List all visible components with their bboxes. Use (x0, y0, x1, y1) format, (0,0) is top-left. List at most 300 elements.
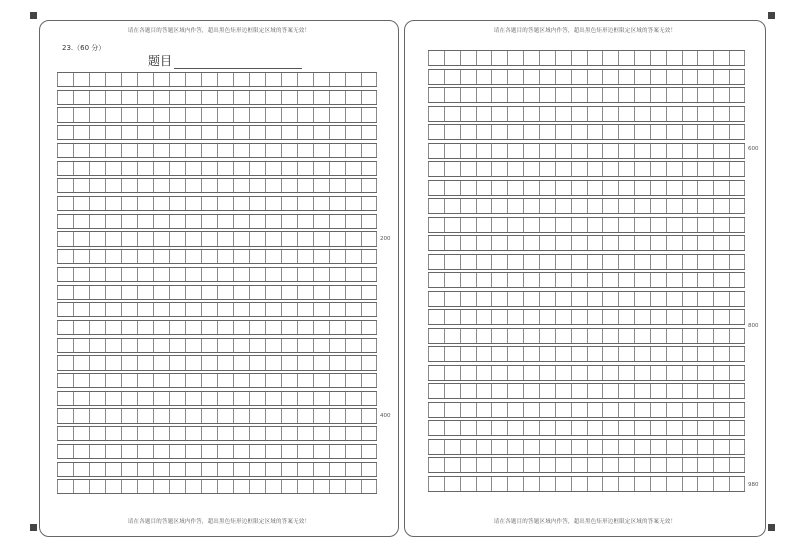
grid-cell[interactable] (539, 181, 540, 195)
grid-cell[interactable] (89, 303, 90, 316)
grid-cell[interactable] (57, 356, 58, 369)
grid-cell[interactable] (587, 70, 588, 84)
grid-cell[interactable] (444, 236, 445, 250)
grid-cell[interactable] (185, 232, 186, 245)
grid-cell[interactable] (697, 88, 698, 102)
grid-cell[interactable] (476, 88, 477, 102)
grid-cell[interactable] (153, 162, 154, 175)
grid-cell[interactable] (666, 70, 667, 84)
grid-cell[interactable] (602, 144, 603, 158)
grid-cell[interactable] (539, 347, 540, 361)
grid-cell[interactable] (201, 232, 202, 245)
grid-cell[interactable] (313, 179, 314, 192)
grid-cell[interactable] (666, 88, 667, 102)
grid-cell[interactable] (428, 236, 429, 250)
grid-cell[interactable] (217, 392, 218, 405)
grid-cell[interactable] (507, 384, 508, 398)
grid-cell[interactable] (666, 477, 667, 491)
grid-cell[interactable] (105, 303, 106, 316)
grid-cell[interactable] (682, 70, 683, 84)
grid-cell[interactable] (89, 374, 90, 387)
grid-cell[interactable] (297, 162, 298, 175)
grid-cell[interactable] (460, 162, 461, 176)
grid-cell[interactable] (697, 70, 698, 84)
grid-cell[interactable] (507, 236, 508, 250)
grid-cell[interactable] (682, 51, 683, 65)
grid-cell[interactable] (329, 250, 330, 263)
grid-cell[interactable] (507, 329, 508, 343)
grid-cell[interactable] (650, 88, 651, 102)
grid-cell[interactable] (618, 403, 619, 417)
grid-cell[interactable] (697, 255, 698, 269)
grid-cell[interactable] (249, 215, 250, 228)
grid-cell[interactable] (329, 215, 330, 228)
grid-cell[interactable] (89, 197, 90, 210)
grid-cell[interactable] (555, 162, 556, 176)
grid-cell[interactable] (650, 51, 651, 65)
grid-cell[interactable] (281, 179, 282, 192)
grid-cell[interactable] (697, 199, 698, 213)
grid-cell[interactable] (201, 91, 202, 104)
grid-cell[interactable] (57, 286, 58, 299)
grid-cell[interactable] (73, 250, 74, 263)
grid-cell[interactable] (729, 347, 730, 361)
grid-cell[interactable] (697, 218, 698, 232)
grid-cell[interactable] (729, 255, 730, 269)
grid-cell[interactable] (618, 310, 619, 324)
grid-cell[interactable] (153, 73, 154, 86)
grid-cell[interactable] (666, 236, 667, 250)
grid-cell[interactable] (217, 303, 218, 316)
grid-cell[interactable] (491, 384, 492, 398)
grid-cell[interactable] (666, 366, 667, 380)
grid-cell[interactable] (571, 421, 572, 435)
grid-cell[interactable] (73, 480, 74, 493)
grid-cell[interactable] (713, 51, 714, 65)
grid-cell[interactable] (602, 162, 603, 176)
grid-cell[interactable] (185, 126, 186, 139)
grid-cell[interactable] (618, 292, 619, 306)
grid-cell[interactable] (444, 477, 445, 491)
grid-cell[interactable] (602, 107, 603, 121)
grid-cell[interactable] (713, 310, 714, 324)
grid-cell[interactable] (428, 255, 429, 269)
grid-cell[interactable] (587, 144, 588, 158)
grid-cell[interactable] (523, 144, 524, 158)
grid-cell[interactable] (476, 310, 477, 324)
grid-cell[interactable] (460, 218, 461, 232)
grid-cell[interactable] (313, 339, 314, 352)
grid-cell[interactable] (460, 458, 461, 472)
grid-cell[interactable] (555, 292, 556, 306)
grid-cell[interactable] (57, 303, 58, 316)
grid-cell[interactable] (345, 162, 346, 175)
grid-cell[interactable] (185, 268, 186, 281)
grid-cell[interactable] (697, 403, 698, 417)
grid-cell[interactable] (587, 458, 588, 472)
grid-cell[interactable] (713, 273, 714, 287)
essay-title-underline[interactable] (174, 58, 302, 69)
grid-cell[interactable] (73, 179, 74, 192)
grid-cell[interactable] (444, 292, 445, 306)
grid-cell[interactable] (444, 218, 445, 232)
grid-cell[interactable] (153, 303, 154, 316)
grid-cell[interactable] (682, 458, 683, 472)
grid-cell[interactable] (297, 463, 298, 476)
grid-cell[interactable] (460, 70, 461, 84)
grid-cell[interactable] (618, 162, 619, 176)
grid-cell[interactable] (539, 88, 540, 102)
grid-cell[interactable] (233, 409, 234, 422)
grid-cell[interactable] (682, 292, 683, 306)
grid-cell[interactable] (153, 197, 154, 210)
grid-cell[interactable] (523, 107, 524, 121)
grid-cell[interactable] (650, 458, 651, 472)
grid-cell[interactable] (169, 480, 170, 493)
grid-cell[interactable] (217, 108, 218, 121)
grid-cell[interactable] (682, 144, 683, 158)
grid-cell[interactable] (73, 463, 74, 476)
grid-cell[interactable] (73, 268, 74, 281)
grid-cell[interactable] (666, 421, 667, 435)
grid-cell[interactable] (697, 366, 698, 380)
grid-cell[interactable] (137, 463, 138, 476)
grid-cell[interactable] (587, 292, 588, 306)
grid-cell[interactable] (153, 126, 154, 139)
grid-cell[interactable] (713, 88, 714, 102)
grid-cell[interactable] (121, 268, 122, 281)
grid-cell[interactable] (650, 292, 651, 306)
grid-cell[interactable] (491, 273, 492, 287)
grid-cell[interactable] (491, 403, 492, 417)
grid-cell[interactable] (185, 108, 186, 121)
grid-cell[interactable] (105, 144, 106, 157)
grid-cell[interactable] (345, 339, 346, 352)
grid-cell[interactable] (491, 477, 492, 491)
grid-cell[interactable] (729, 88, 730, 102)
grid-cell[interactable] (666, 347, 667, 361)
grid-cell[interactable] (281, 427, 282, 440)
grid-cell[interactable] (618, 347, 619, 361)
grid-cell[interactable] (428, 366, 429, 380)
grid-cell[interactable] (650, 403, 651, 417)
grid-cell[interactable] (587, 255, 588, 269)
grid-cell[interactable] (697, 107, 698, 121)
grid-cell[interactable] (618, 458, 619, 472)
grid-cell[interactable] (444, 70, 445, 84)
grid-cell[interactable] (217, 162, 218, 175)
grid-cell[interactable] (137, 108, 138, 121)
grid-cell[interactable] (105, 286, 106, 299)
grid-cell[interactable] (539, 273, 540, 287)
grid-cell[interactable] (729, 273, 730, 287)
grid-cell[interactable] (523, 458, 524, 472)
grid-cell[interactable] (121, 321, 122, 334)
grid-cell[interactable] (618, 384, 619, 398)
grid-cell[interactable] (329, 409, 330, 422)
grid-cell[interactable] (650, 366, 651, 380)
grid-cell[interactable] (539, 70, 540, 84)
grid-cell[interactable] (571, 292, 572, 306)
grid-cell[interactable] (587, 125, 588, 139)
grid-cell[interactable] (634, 162, 635, 176)
grid-cell[interactable] (523, 70, 524, 84)
grid-cell[interactable] (89, 162, 90, 175)
grid-cell[interactable] (634, 292, 635, 306)
grid-cell[interactable] (587, 162, 588, 176)
grid-cell[interactable] (682, 273, 683, 287)
grid-cell[interactable] (249, 463, 250, 476)
grid-cell[interactable] (729, 236, 730, 250)
grid-cell[interactable] (444, 162, 445, 176)
grid-cell[interactable] (634, 199, 635, 213)
grid-cell[interactable] (539, 292, 540, 306)
grid-cell[interactable] (73, 232, 74, 245)
grid-cell[interactable] (73, 356, 74, 369)
grid-cell[interactable] (729, 70, 730, 84)
grid-cell[interactable] (217, 480, 218, 493)
grid-cell[interactable] (571, 329, 572, 343)
grid-cell[interactable] (539, 384, 540, 398)
grid-cell[interactable] (169, 409, 170, 422)
grid-cell[interactable] (444, 125, 445, 139)
grid-cell[interactable] (57, 197, 58, 210)
grid-cell[interactable] (507, 347, 508, 361)
grid-cell[interactable] (281, 91, 282, 104)
grid-cell[interactable] (121, 392, 122, 405)
grid-cell[interactable] (428, 88, 429, 102)
grid-cell[interactable] (729, 440, 730, 454)
grid-cell[interactable] (233, 339, 234, 352)
grid-cell[interactable] (587, 329, 588, 343)
grid-cell[interactable] (634, 70, 635, 84)
grid-cell[interactable] (57, 445, 58, 458)
grid-cell[interactable] (249, 409, 250, 422)
grid-cell[interactable] (297, 445, 298, 458)
grid-cell[interactable] (345, 91, 346, 104)
grid-cell[interactable] (428, 51, 429, 65)
grid-cell[interactable] (297, 144, 298, 157)
grid-cell[interactable] (89, 463, 90, 476)
grid-cell[interactable] (460, 384, 461, 398)
grid-cell[interactable] (185, 321, 186, 334)
grid-cell[interactable] (329, 179, 330, 192)
grid-cell[interactable] (201, 427, 202, 440)
grid-cell[interactable] (249, 108, 250, 121)
grid-cell[interactable] (634, 366, 635, 380)
grid-cell[interactable] (233, 108, 234, 121)
grid-cell[interactable] (329, 286, 330, 299)
grid-cell[interactable] (169, 374, 170, 387)
grid-cell[interactable] (169, 179, 170, 192)
grid-cell[interactable] (153, 427, 154, 440)
grid-cell[interactable] (491, 125, 492, 139)
grid-cell[interactable] (105, 392, 106, 405)
grid-cell[interactable] (666, 384, 667, 398)
grid-cell[interactable] (329, 91, 330, 104)
grid-cell[interactable] (329, 197, 330, 210)
grid-cell[interactable] (345, 356, 346, 369)
grid-cell[interactable] (476, 51, 477, 65)
grid-cell[interactable] (105, 250, 106, 263)
grid-cell[interactable] (329, 73, 330, 86)
grid-cell[interactable] (361, 126, 362, 139)
grid-cell[interactable] (297, 374, 298, 387)
grid-cell[interactable] (329, 126, 330, 139)
grid-cell[interactable] (491, 88, 492, 102)
grid-cell[interactable] (153, 215, 154, 228)
grid-cell[interactable] (539, 107, 540, 121)
grid-cell[interactable] (265, 409, 266, 422)
grid-cell[interactable] (602, 218, 603, 232)
grid-cell[interactable] (491, 255, 492, 269)
grid-cell[interactable] (539, 421, 540, 435)
grid-cell[interactable] (329, 303, 330, 316)
grid-cell[interactable] (233, 268, 234, 281)
grid-cell[interactable] (428, 70, 429, 84)
grid-cell[interactable] (249, 374, 250, 387)
grid-cell[interactable] (618, 51, 619, 65)
grid-cell[interactable] (539, 366, 540, 380)
grid-cell[interactable] (185, 144, 186, 157)
grid-cell[interactable] (444, 51, 445, 65)
grid-cell[interactable] (729, 403, 730, 417)
grid-cell[interactable] (169, 250, 170, 263)
grid-cell[interactable] (555, 347, 556, 361)
grid-cell[interactable] (618, 70, 619, 84)
grid-cell[interactable] (105, 321, 106, 334)
grid-cell[interactable] (217, 409, 218, 422)
grid-cell[interactable] (476, 199, 477, 213)
grid-cell[interactable] (153, 144, 154, 157)
grid-cell[interactable] (682, 310, 683, 324)
grid-cell[interactable] (217, 321, 218, 334)
grid-cell[interactable] (297, 321, 298, 334)
grid-cell[interactable] (713, 347, 714, 361)
grid-cell[interactable] (602, 236, 603, 250)
grid-cell[interactable] (137, 374, 138, 387)
grid-cell[interactable] (361, 445, 362, 458)
grid-cell[interactable] (507, 403, 508, 417)
grid-cell[interactable] (89, 321, 90, 334)
grid-cell[interactable] (650, 255, 651, 269)
grid-cell[interactable] (555, 255, 556, 269)
grid-cell[interactable] (329, 108, 330, 121)
grid-cell[interactable] (523, 421, 524, 435)
grid-cell[interactable] (329, 427, 330, 440)
grid-cell[interactable] (313, 126, 314, 139)
grid-cell[interactable] (281, 126, 282, 139)
grid-cell[interactable] (713, 366, 714, 380)
grid-cell[interactable] (476, 218, 477, 232)
grid-cell[interactable] (249, 144, 250, 157)
grid-cell[interactable] (555, 458, 556, 472)
grid-cell[interactable] (265, 268, 266, 281)
grid-cell[interactable] (713, 477, 714, 491)
grid-cell[interactable] (185, 250, 186, 263)
grid-cell[interactable] (602, 477, 603, 491)
grid-cell[interactable] (73, 144, 74, 157)
grid-cell[interactable] (650, 144, 651, 158)
grid-cell[interactable] (233, 356, 234, 369)
grid-cell[interactable] (428, 107, 429, 121)
grid-cell[interactable] (313, 374, 314, 387)
grid-cell[interactable] (121, 427, 122, 440)
grid-cell[interactable] (571, 199, 572, 213)
grid-cell[interactable] (555, 366, 556, 380)
grid-cell[interactable] (507, 477, 508, 491)
grid-cell[interactable] (169, 197, 170, 210)
grid-cell[interactable] (361, 268, 362, 281)
grid-cell[interactable] (697, 125, 698, 139)
grid-cell[interactable] (137, 303, 138, 316)
grid-cell[interactable] (169, 268, 170, 281)
grid-cell[interactable] (460, 88, 461, 102)
grid-cell[interactable] (169, 73, 170, 86)
grid-cell[interactable] (571, 384, 572, 398)
grid-cell[interactable] (89, 268, 90, 281)
grid-cell[interactable] (539, 403, 540, 417)
grid-cell[interactable] (121, 126, 122, 139)
grid-cell[interactable] (153, 108, 154, 121)
grid-cell[interactable] (729, 421, 730, 435)
grid-cell[interactable] (428, 292, 429, 306)
grid-cell[interactable] (634, 458, 635, 472)
grid-cell[interactable] (217, 463, 218, 476)
grid-cell[interactable] (89, 356, 90, 369)
grid-cell[interactable] (634, 403, 635, 417)
grid-cell[interactable] (507, 366, 508, 380)
grid-cell[interactable] (539, 329, 540, 343)
grid-cell[interactable] (265, 232, 266, 245)
grid-cell[interactable] (153, 463, 154, 476)
grid-cell[interactable] (329, 232, 330, 245)
grid-cell[interactable] (169, 303, 170, 316)
grid-cell[interactable] (697, 51, 698, 65)
grid-cell[interactable] (507, 88, 508, 102)
grid-cell[interactable] (650, 162, 651, 176)
grid-cell[interactable] (281, 215, 282, 228)
grid-cell[interactable] (587, 273, 588, 287)
grid-cell[interactable] (634, 477, 635, 491)
grid-cell[interactable] (491, 329, 492, 343)
grid-cell[interactable] (491, 144, 492, 158)
grid-cell[interactable] (297, 91, 298, 104)
grid-cell[interactable] (73, 197, 74, 210)
grid-cell[interactable] (297, 126, 298, 139)
grid-cell[interactable] (729, 384, 730, 398)
grid-cell[interactable] (666, 51, 667, 65)
grid-cell[interactable] (650, 181, 651, 195)
grid-cell[interactable] (153, 445, 154, 458)
grid-cell[interactable] (713, 236, 714, 250)
grid-cell[interactable] (682, 88, 683, 102)
grid-cell[interactable] (121, 144, 122, 157)
grid-cell[interactable] (233, 162, 234, 175)
grid-cell[interactable] (57, 250, 58, 263)
grid-cell[interactable] (682, 107, 683, 121)
grid-cell[interactable] (313, 232, 314, 245)
grid-cell[interactable] (89, 445, 90, 458)
grid-cell[interactable] (476, 347, 477, 361)
grid-cell[interactable] (444, 181, 445, 195)
grid-cell[interactable] (281, 480, 282, 493)
grid-cell[interactable] (460, 255, 461, 269)
grid-cell[interactable] (169, 91, 170, 104)
grid-cell[interactable] (697, 310, 698, 324)
grid-cell[interactable] (73, 126, 74, 139)
grid-cell[interactable] (249, 250, 250, 263)
